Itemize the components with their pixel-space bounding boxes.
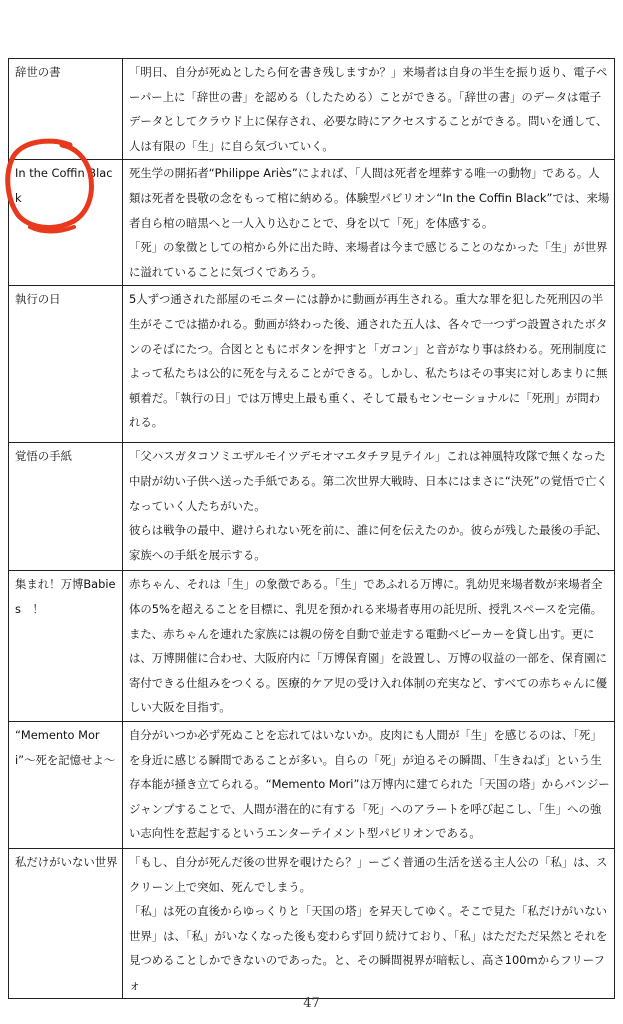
- row-name-cell: 私だけがいない世界: [9, 848, 123, 999]
- paragraph: 自分がいつか必ず死ぬことを忘れてはいないか。皮肉にも人間が「生」を感じるのは、「死」を身近に感じる瞬間であることが多い。自らの「死」が迫るその瞬間、「生きねば」という生存本能が掻き立てられる。“Memento Mori”は万博内に建てられた「天国の塔」からバンジージャンプすることで、人間が潜在的に有する「死」へのアラートを呼び起こし、「生」への強い志向性を惹起するというエンターテイメント型パビリオンである。: [129, 727, 610, 841]
- row-desc-cell: [123, 286, 615, 443]
- row-desc-cell: [123, 848, 615, 999]
- row-desc-cell: [123, 443, 615, 571]
- paragraph: 5人ずつ通された部屋のモニターには静かに動画が再生される。重大な罪を犯した死刑囚の半生がそこでは描かれる。動画が終わった後、通された五人は、各々で一つずつ設置されたボタンのそばにたつ。合図とともにボタンを押すと「ガコン」と音がなり事は終わる。死刑制度によって私たちは公的に死を与えることができる。しかし、私たちはその事実に対しあまりに無頓着だ。「執行の日」では万博史上最も重く、そして最もセンセーショナルに「死刑」が問われる。: [129, 292, 608, 430]
- row-name-cell: 覚悟の手紙: [9, 443, 123, 571]
- table-row: [9, 160, 615, 286]
- paragraph: 「私」は死の直後からゆっくりと「天国の塔」を昇天してゆく。そこで見た「私だけがいない世界」は、「私」がいなくなった後も変わらず回り続けており、「私」はただただ呆然とそれを見つめることしかできないのであった。と、その瞬間視界が暗転し、高さ100mからフリーフォ: [129, 904, 608, 992]
- paragraph: 「死」の象徴としての棺から外に出た時、来場者は今まで感じることのなかった「生」が世界に溢れていることに気づくであろう。: [129, 240, 608, 279]
- table-row: [9, 286, 615, 443]
- row-desc-cell: [123, 721, 615, 848]
- row-desc-cell: [123, 59, 615, 160]
- document-page: [8, 58, 615, 999]
- row-name-cell: “Memento Mori”～死を記憶せよ～: [9, 721, 123, 848]
- row-name-cell: In the Coffin Black: [9, 160, 123, 286]
- paragraph: 「もし、自分が死んだ後の世界を覗けたら？」ーごく普通の生活を送る主人公の「私」は、スクリーン上で突如、死んでしまう。: [129, 854, 608, 894]
- table-row: [9, 571, 615, 722]
- page-number: 47: [303, 996, 320, 1011]
- paragraph: 「父ハスガタコソミエザルモイツデモオマエタチヲ見テイル」これは神風特攻隊で無くなった中尉が幼い子供へ送った手紙である。第二次世界大戦時、日本にはまさに“決死”の覚悟で亡くなっていく人たちがいた。: [129, 449, 608, 513]
- row-name-cell: 執行の日: [9, 286, 123, 443]
- paragraph: 「明日、自分が死ぬとしたら何を書き残しますか？」来場者は自身の半生を振り返り、電子ペーパー上に「辞世の書」を認める（したためる）ことができる。「辞世の書」のデータは電子データとしてクラウド上に保存され、必要な時にアクセスすることができる。問いを通して、人は有限の「生」に自ら気づいていく。: [129, 65, 608, 153]
- table-row: [9, 721, 615, 848]
- row-name-cell: 辞世の書: [9, 59, 123, 160]
- paragraph: 彼らは戦争の最中、避けられない死を前に、誰に何を伝えたのか。彼らが残した最後の手記、家族への手紙を展示する。: [129, 523, 608, 562]
- paragraph: 死生学の開拓者“Philippe Ariès”によれば、「人間は死者を埋葬する唯一の動物」である。人類は死者を畏敬の念をもって棺に納める。体験型パビリオン“In the Coffin Black”では、来場者自ら棺の暗黒へと一人入り込むことで、身を以て「死」を体感する。: [129, 166, 610, 230]
- paragraph: 赤ちゃん、それは「生」の象徴である。「生」であふれる万博に。乳幼児来場者数が来場者全体の5%を超えることを目標に、乳児を預かれる来場者専用の託児所、授乳スペースを完備。また、赤ちゃんを連れた家族には親の傍を自動で並走する電動ベビーカーを貸し出す。更には、万博開催に合わせ、大阪府内に「万博保育園」を設置し、万博の収益の一部を、保育園に寄付できる仕組みをつくる。医療的ケア児の受け入れ体制の充実など、すべての赤ちゃんに優しい大阪を目指す。: [129, 577, 608, 715]
- table-row: [9, 848, 615, 999]
- table-row: [9, 443, 615, 571]
- row-name-cell: 集まれ！万博Babies ！: [9, 571, 123, 722]
- pavilion-table: [8, 58, 615, 999]
- row-desc-cell: [123, 160, 615, 286]
- table-row: [9, 59, 615, 160]
- row-desc-cell: [123, 571, 615, 722]
